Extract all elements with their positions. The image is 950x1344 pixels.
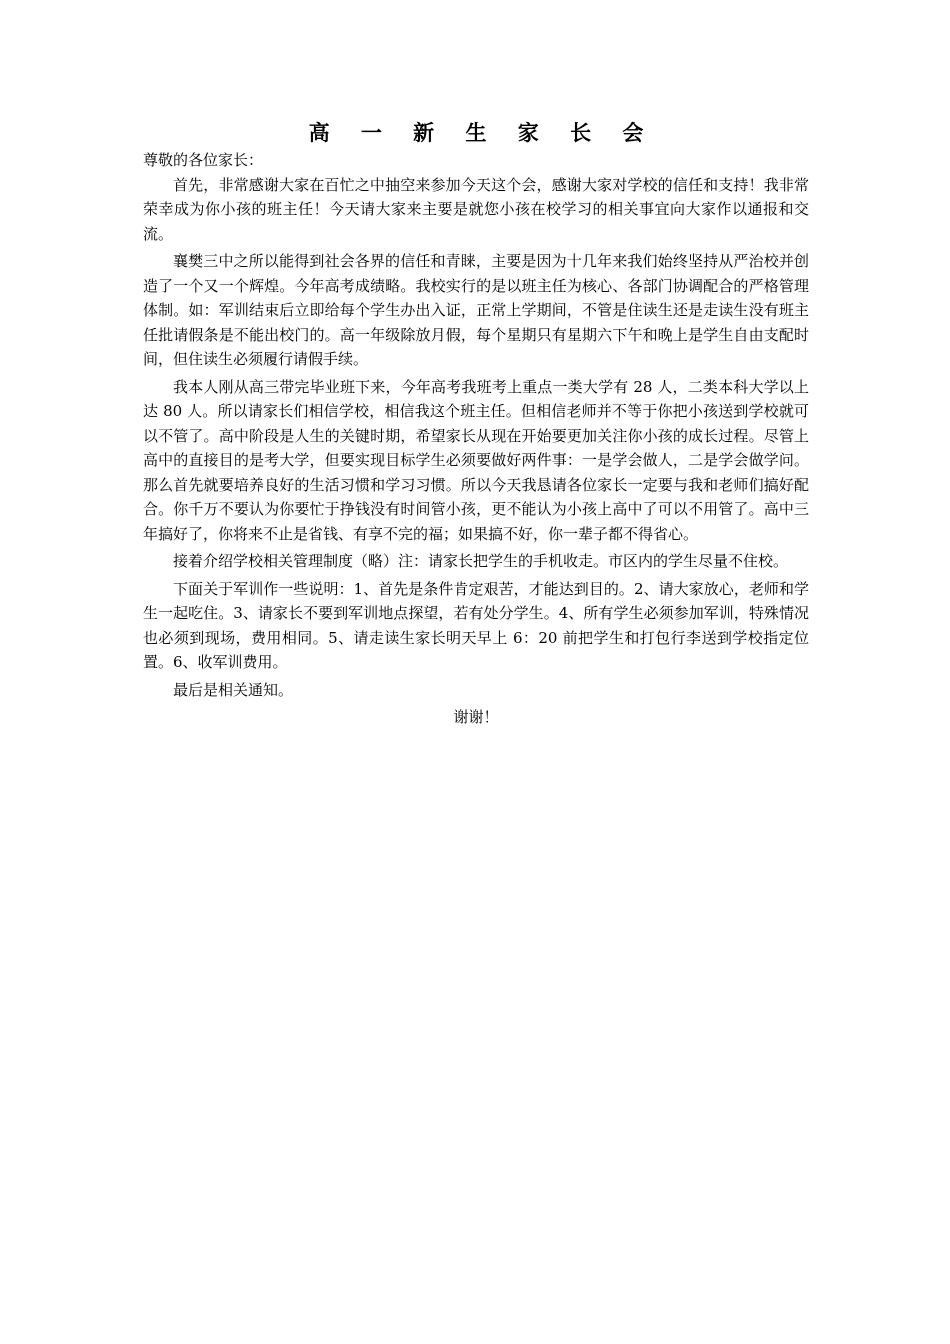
paragraph-teacher-introduction: 我本人刚从高三带完毕业班下来，今年高考我班考上重点一类大学有 28 人，二类本科大学以上达 80 人。所以请家长们相信学校，相信我这个班主任。但相信老师并不等于你把小孩送到学校就可以不管了。高中阶段是人生的关键时期，希望家长从现在开始要更加关注你小孩的成长过程。尽管上高中的直接目的是考大学，但要实现目标学生必须要做好两件事：一是学会做人，二是学会做学问。那么首先就要培养良好的生活习惯和学习习惯。所以今天我恳请各位家长一定要与我和老师们搞好配合。你千万不要认为你要忙于挣钱没有时间管小孩，更不能认为小孩上高中了可以不用管了。高中三年搞好了，你将来不止是省钱、有享不完的福；如果搞不好，你一辈子都不得省心。: [143, 377, 809, 543]
paragraph-notices: 最后是相关通知。: [173, 680, 294, 699]
document-page: [143, 118, 809, 730]
paragraph-thanks: 首先，非常感谢大家在百忙之中抽空来参加今天这个会，感谢大家对学校的信任和支持！我非常荣幸成为你小孩的班主任！今天请大家来主要是就您小孩在校学习的相关事宜向大家作以通报和交流。: [143, 175, 809, 243]
paragraph-school-management: 襄樊三中之所以能得到社会各界的信任和青睐，主要是因为十几年来我们始终坚持从严治校并创造了一个又一个辉煌。今年高考成绩略。我校实行的是以班主任为核心、各部门协调配合的严格管理体制。如：军训结束后立即给每个学生办出入证，正常上学期间，不管是住读生还是走读生没有班主任批请假条是不能出校门的。高一年级除放月假，每个星期只有星期六下午和晚上是学生自由支配时间，但住读生必须履行请假手续。: [143, 252, 809, 368]
closing-thanks: 谢谢！: [453, 708, 499, 726]
salutation: 尊敬的各位家长：: [143, 151, 264, 169]
document-title: 高 一 新 生 家 长 会: [308, 121, 656, 145]
paragraph-military-training: 下面关于军训作一些说明：1、首先是条件肯定艰苦，才能达到目的。2、请大家放心，老师和学生一起吃住。3、请家长不要到军训地点探望，若有处分学生。4、所有学生必须参加军训，特殊情况也必须到现场，费用相同。5、请走读生家长明天早上 6：20 前把学生和打包行李送到学校指定位置。6、收军训费用。: [143, 579, 809, 671]
paragraph-management-rules: 接着介绍学校相关管理制度（略）注：请家长把学生的手机收走。市区内的学生尽量不住校。: [173, 552, 789, 570]
